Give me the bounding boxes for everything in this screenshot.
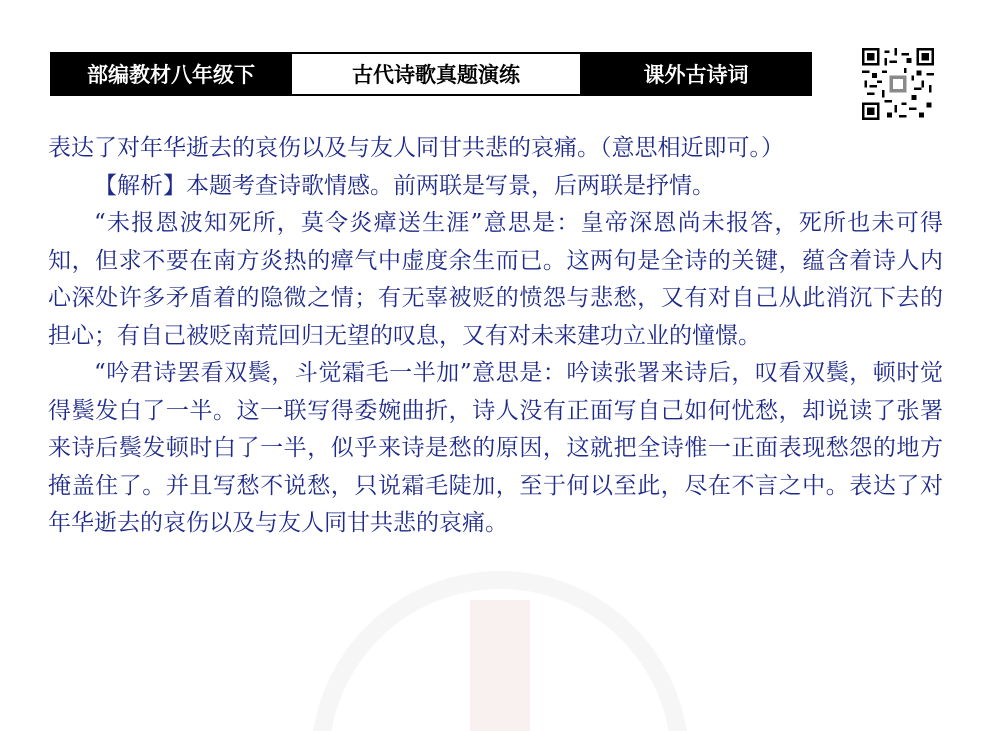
analysis-paragraph-1: “未报恩波知死所，莫令炎瘴送生涯”意思是：皇帝深恩尚未报答，死所也未可得知，但求不要在南方炎热的瘴气中虚度余生而已。这两句是全诗的关键，蕴含着诗人内心深处许多矛盾着的隐微之情；有无辜被贬的愤怨与悲愁，又有对自己从此消沉下去的担心；有自己被贬南荒回归无望的叹息，又有对未来建功立业的憧憬。 — [48, 210, 943, 349]
watermark-logo — [300, 560, 700, 731]
analysis-paragraph-2: “吟君诗罢看双鬓，斗觉霜毛一半加”意思是：吟读张署来诗后，叹看双鬓，顿时觉得鬓发白了一半。这一联写得委婉曲折，诗人没有正面写自己如何忧愁，却说读了张署来诗后鬓发顿时白了一半，似乎来诗是愁的原因，这就把全诗惟一正面表现愁怨的地方掩盖住了。并且写愁不说愁，只说霜毛陡加，至于何以至此，尽在不言之中。表达了对年华逝去的哀伤以及与友人同甘共悲的哀痛。 — [48, 360, 943, 536]
header-category-label: 课外古诗词 — [582, 54, 810, 94]
analysis-intro: 【解析】本题考查诗歌情感。前两联是写景，后两联是抒情。 — [94, 172, 715, 199]
header-section-title: 古代诗歌真题演练 — [290, 54, 582, 94]
header-bar — [50, 52, 812, 96]
answer-summary: 表达了对年华逝去的哀伤以及与友人同甘共悲的哀痛。（意思相近即可。） — [48, 135, 784, 161]
answer-content — [48, 130, 943, 543]
header-textbook-label: 部编教材八年级下 — [52, 54, 290, 94]
qr-code-icon — [862, 48, 934, 120]
